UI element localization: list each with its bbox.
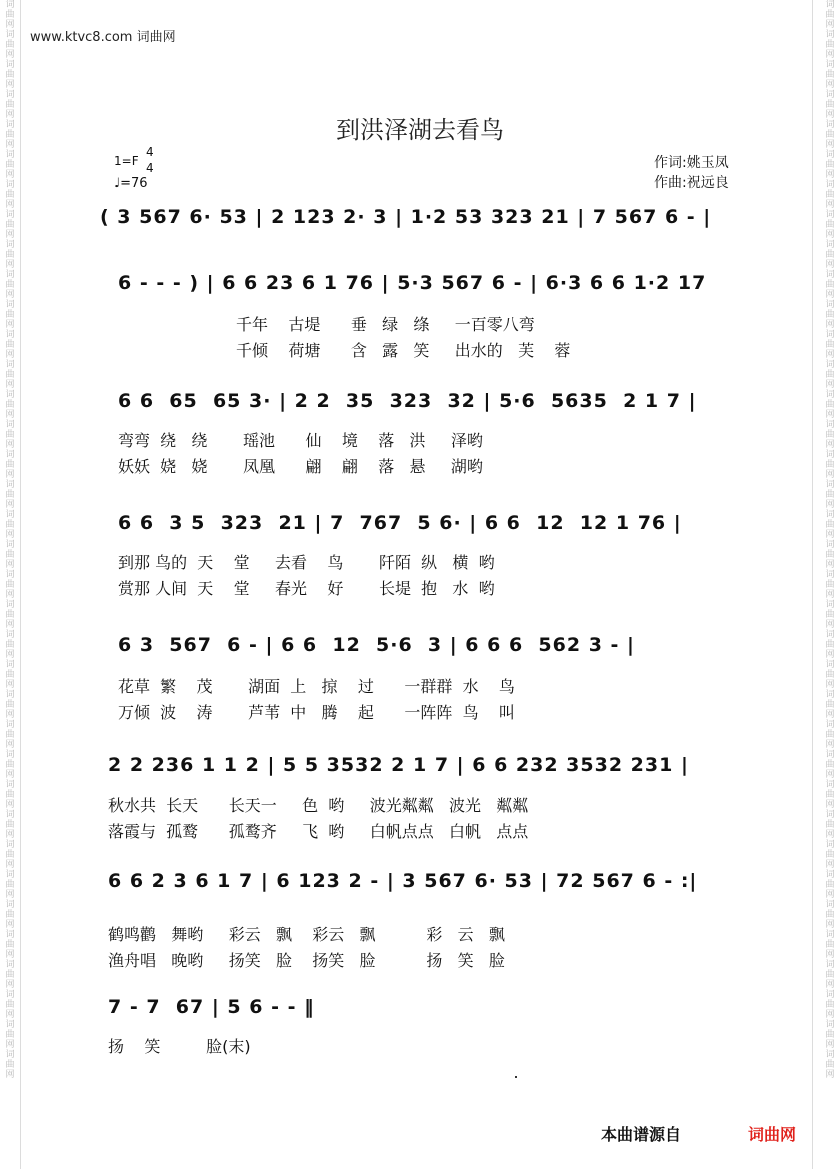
lyric-verse-1: 千年 古堤 垂 绿 绦 一百零八弯 [236,315,535,334]
meter-top: 4 [146,145,154,159]
notation-line: 2 2 236 1 1 2 | 5 5 3532 2 1 7 | 6 6 232 3532 231 | [108,754,689,776]
key-signature: 1=F [114,154,139,168]
lyric-verse-1: 弯弯 绕 绕 瑶池 仙 境 落 洪 泽哟 [118,431,483,450]
notation-line: 6 6 2 3 6 1 7 | 6 123 2 - | 3 567 6· 53 | 72 567 6 - :| [108,870,698,892]
lyric-verse-2: 万倾 波 涛 芦苇 中 腾 起 一阵阵 鸟 叫 [118,703,515,722]
notation-line: 6 - - - ) | 6 6 23 6 1 76 | 5·3 567 6 - | 6·3 6 6 1·2 17 [118,272,707,294]
lyric-verse-2: 妖妖 娆 娆 凤凰 翩 翩 落 悬 湖哟 [118,457,483,476]
notation-line: 6 3 567 6 - | 6 6 12 5·6 3 | 6 6 6 562 3 - | [118,634,635,656]
lyric-verse-1: 花草 繁 茂 湖面 上 掠 过 一群群 水 鸟 [118,677,515,696]
footer-source-label: 本曲谱源自 [601,1125,682,1144]
score-row [0,268,840,308]
score-row [0,630,840,670]
composer: 作曲:祝远良 [654,175,729,191]
score-row [0,992,840,1032]
side-watermark-right: 词曲网词曲网词曲网词曲网词曲网词曲网词曲网词曲网词曲网词曲网词曲网词曲网词曲网词曲网词曲网词曲网词曲网词曲网词曲网词曲网词曲网词曲网词曲网词曲网词曲网词曲网词曲网词曲网词曲网词曲网词曲网词曲网词曲网词曲网词曲网词曲网 [825,0,835,1080]
site-url[interactable]: www.ktvc8.com 词曲网 [30,30,176,45]
score-row [0,750,840,790]
lyric-verse-1: 鹤鸣鹳 舞哟 彩云 飘 彩云 飘 彩 云 飘 [108,925,505,944]
footer-brand-link[interactable]: 词曲网 [748,1125,797,1144]
score-row [0,386,840,426]
notation-line: 6 6 3 5 323 21 | 7 767 5 6· | 6 6 12 12 1 76 | [118,512,682,534]
notation-line: ( 3 567 6· 53 | 2 123 2· 3 | 1·2 53 323 21 | 7 567 6 - | [100,206,712,228]
side-watermark-left: 词曲网词曲网词曲网词曲网词曲网词曲网词曲网词曲网词曲网词曲网词曲网词曲网词曲网词曲网词曲网词曲网词曲网词曲网词曲网词曲网词曲网词曲网词曲网词曲网词曲网词曲网词曲网词曲网词曲网词曲网词曲网词曲网词曲网词曲网词曲网词曲网 [5,0,15,1080]
score-row [0,508,840,548]
lyricist: 作词:姚玉凤 [654,155,729,171]
stray-dot [515,1076,517,1078]
lyric-verse-1: 到那 鸟的 天 堂 去看 鸟 阡陌 纵 横 哟 [118,553,495,572]
tempo-mark: ♩=76 [114,176,148,191]
meter-bottom: 4 [146,161,154,175]
notation-line: 6 6 65 65 3· | 2 2 35 323 32 | 5·6 5635 2 1 7 | [118,390,697,412]
score-row [0,866,840,906]
lyric-verse-2: 千倾 荷塘 含 露 笑 出水的 芙 蓉 [236,341,571,360]
notation-line: 7 - 7 67 | 5 6 - - ‖ [108,996,315,1018]
lyric-verse-1: 秋水共 长天 长天一 色 哟 波光粼粼 波光 粼粼 [108,796,529,815]
lyric-verse-1: 扬 笑 脸(末) [108,1037,251,1056]
song-title: 到洪泽湖去看鸟 [336,116,504,144]
score-row [0,200,840,240]
lyric-verse-2: 赏那 人间 天 堂 春光 好 长堤 抱 水 哟 [118,579,495,598]
time-signature [146,144,154,176]
lyric-verse-2: 落霞与 孤鹜 孤鹜齐 飞 哟 白帆点点 白帆 点点 [108,822,529,841]
lyric-verse-2: 渔舟唱 晚哟 扬笑 脸 扬笑 脸 扬 笑 脸 [108,951,505,970]
